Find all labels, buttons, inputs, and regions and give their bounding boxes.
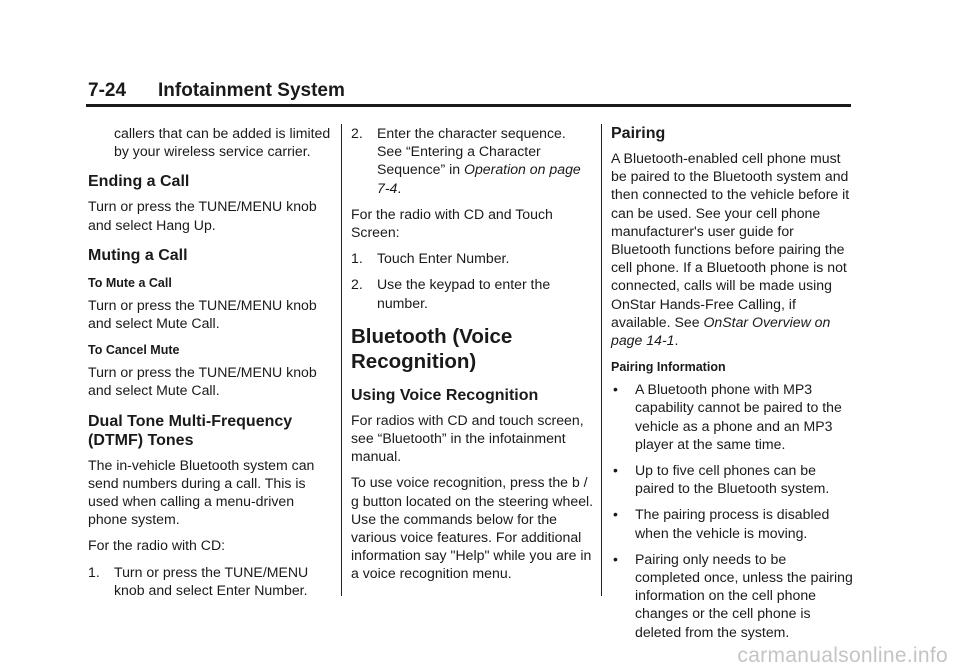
paragraph-touch-screen: For the radio with CD and Touch Screen: xyxy=(351,205,553,241)
heading-dtmf: Dual Tone Multi-Frequency (DTMF) Tones xyxy=(88,412,293,449)
continued-paragraph: callers that can be added is limited by your wireless service carrier. xyxy=(114,125,331,160)
step-number: 2. xyxy=(351,125,363,141)
bullet-icon: • xyxy=(613,506,618,523)
subheading-cancel-mute: To Cancel Mute xyxy=(88,343,180,358)
push-to-talk-icon: b xyxy=(571,474,580,491)
page-number: 7-24 xyxy=(88,80,127,101)
section-title: Infotainment System xyxy=(158,80,345,101)
paragraph-cancel-mute: Turn or press the TUNE/MENU knob and select Mute Call. xyxy=(88,364,317,399)
column-divider xyxy=(341,124,342,596)
bullet-text: Pairing only needs to be completed once, unless the pairing information on the cell phone changes or the cell phone is deleted from the system. xyxy=(635,550,853,640)
step-number: 2. xyxy=(351,276,363,293)
cross-reference: OnStar Overview on page 14-1 xyxy=(611,313,831,349)
heading-bluetooth-voice-recognition: Bluetooth (Voice Recognition) xyxy=(351,324,513,373)
cross-reference: Operation on page 7-4 xyxy=(377,161,581,196)
paragraph-to-mute: Turn or press the TUNE/MENU knob and select Mute Call. xyxy=(88,296,317,332)
list-item xyxy=(88,563,336,599)
step-text: Turn or press the TUNE/MENU knob and select Enter Number. xyxy=(114,563,309,598)
list-item xyxy=(351,275,594,311)
column-1 xyxy=(88,124,336,607)
paragraph-ending-call: Turn or press the TUNE/MENU knob and select Hang Up. xyxy=(88,198,317,233)
step-text: Enter the character sequence. See “Entering a Character Sequence” in Operation on page 7-4. xyxy=(377,125,581,196)
bullet-text: The pairing process is disabled when the vehicle is moving. xyxy=(635,506,830,541)
heading-ending-call: Ending a Call xyxy=(88,173,190,191)
list-item xyxy=(351,249,594,267)
list-item xyxy=(611,380,854,453)
subheading-pairing-information: Pairing Information xyxy=(611,360,726,375)
column-3 xyxy=(611,124,854,649)
heading-using-voice-recognition: Using Voice Recognition xyxy=(351,386,539,404)
subheading-to-mute: To Mute a Call xyxy=(88,275,172,290)
bullet-text: A Bluetooth phone with MP3 capability cannot be paired to the vehicle as a phone and an MP3 player at the same time. xyxy=(635,381,842,452)
step-text: Use the keypad to enter the number. xyxy=(377,276,551,311)
step-number: 1. xyxy=(88,563,100,580)
bullet-icon: • xyxy=(613,381,618,398)
paragraph-pairing: A Bluetooth-enabled cell phone must be paired to the Bluetooth system and then connected to the vehicle before it can be used. See your cell phone manufacturer's user guide for Bluetooth functions before pairing the cell phone. If a Bluetooth phone is not connected, calls will be made using OnStar Hands-Free Calling, if available. See OnStar Overview on page 14-1. xyxy=(611,150,850,349)
list-item xyxy=(611,505,854,541)
watermark: carmanualsonline.info xyxy=(737,644,948,667)
paragraph-dtmf: The in-vehicle Bluetooth system can send numbers during a call. This is used when calling a menu-driven phone system. xyxy=(88,456,315,528)
paragraph-radio-cd: For the radio with CD: xyxy=(88,537,226,554)
list-item xyxy=(611,550,854,641)
heading-pairing: Pairing xyxy=(611,125,666,142)
list-item xyxy=(351,124,594,197)
list-item xyxy=(611,461,854,497)
paragraph-using-vr: For radios with CD and touch screen, see “Bluetooth” in the infotainment manual. xyxy=(351,411,584,465)
step-text: Touch Enter Number. xyxy=(377,250,510,267)
heading-muting-call: Muting a Call xyxy=(88,246,188,264)
step-number: 1. xyxy=(351,250,363,267)
bullet-icon: • xyxy=(613,550,618,567)
end-call-icon: g xyxy=(351,492,359,509)
header-rule xyxy=(86,104,851,107)
paragraph-press-button: To use voice recognition, press the b / g button located on the steering wheel. Use the commands below for the various voice features. For additional information say "Help" while you are in a voice recognition menu. xyxy=(351,474,594,582)
column-divider xyxy=(601,124,602,596)
column-2 xyxy=(351,124,594,591)
bullet-icon: • xyxy=(613,462,618,479)
bullet-text: Up to five cell phones can be paired to the Bluetooth system. xyxy=(635,462,830,497)
